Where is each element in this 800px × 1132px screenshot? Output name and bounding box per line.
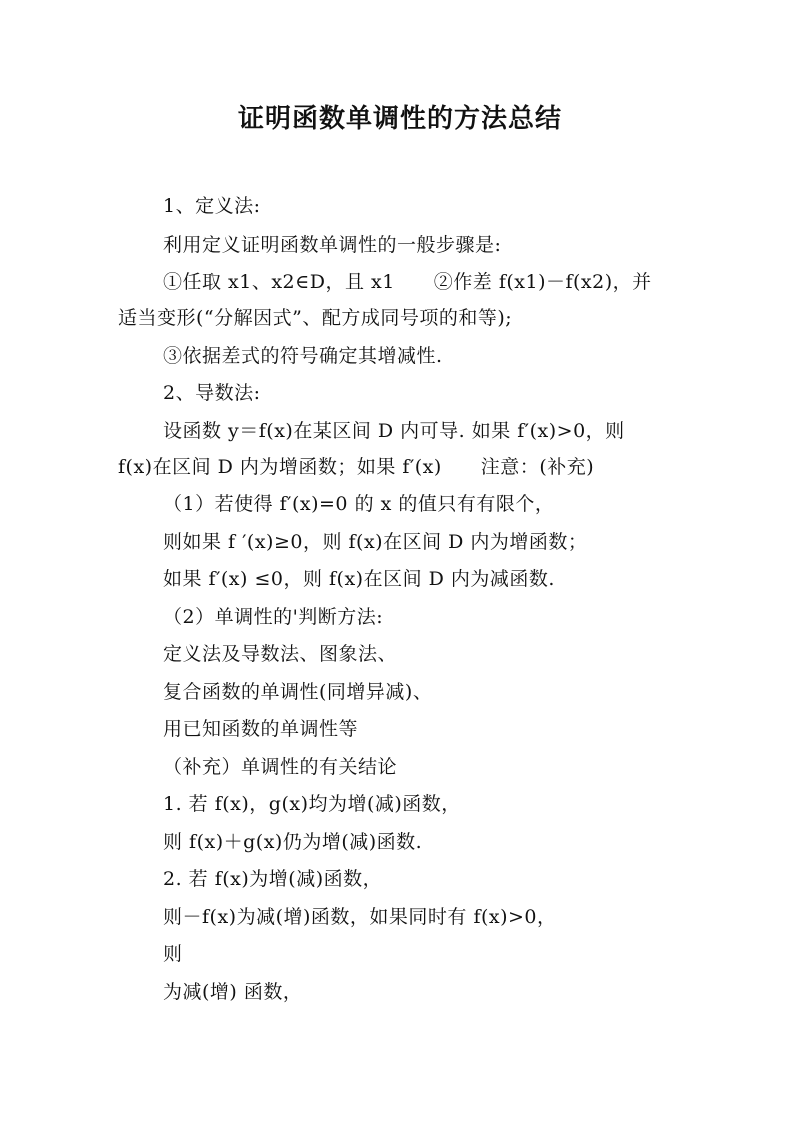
section-definition-heading: 1、定义法: xyxy=(163,195,261,217)
paragraph-line: （2）单调性的'判断方法: xyxy=(163,606,384,628)
paragraph-line: （补充）单调性的有关结论 xyxy=(163,756,398,778)
section-derivative-heading: 2、导数法: xyxy=(163,382,261,404)
paragraph-line: 则如果 f ′(x)≥0，则 f(x)在区间 D 内为增函数； xyxy=(163,531,588,553)
paragraph-line: 则 f(x)＋g(x)仍为增(减)函数. xyxy=(163,831,423,853)
document-title: 证明函数单调性的方法总结 xyxy=(237,104,562,134)
paragraph-line: 设函数 y＝f(x)在某区间 D 内可导. 如果 f′(x)>0，则 xyxy=(163,420,625,442)
paragraph-line: 利用定义证明函数单调性的一般步骤是: xyxy=(163,234,502,256)
paragraph-line: 则－f(x)为减(增)函数，如果同时有 f(x)>0， xyxy=(163,906,557,928)
paragraph-line: ①任取 x1、x2∈D，且 x1 ②作差 f(x1)－f(x2)，并 xyxy=(163,271,652,293)
paragraph-line: 则 xyxy=(163,943,183,965)
paragraph-line: 2. 若 f(x)为增(减)函数， xyxy=(163,868,383,890)
paragraph-line: 如果 f′(x) ≤0，则 f(x)在区间 D 内为减函数. xyxy=(163,568,555,590)
paragraph-line: ③依据差式的符号确定其增减性. xyxy=(163,345,443,367)
paragraph-line: 用已知函数的单调性等 xyxy=(163,718,359,740)
paragraph-line: 适当变形(“分解因式”、配方成同号项的和等); xyxy=(118,307,513,329)
paragraph-line: 复合函数的单调性(同增异减)、 xyxy=(163,681,433,703)
paragraph-line: （1）若使得 f′(x)=0 的 x 的值只有有限个， xyxy=(163,493,555,515)
paragraph-line: f(x)在区间 D 内为增函数；如果 f′(x) 注意：(补充) xyxy=(118,456,595,478)
paragraph-line: 1. 若 f(x)，g(x)均为增(减)函数， xyxy=(163,793,461,815)
paragraph-line: 为减(增) 函数， xyxy=(163,981,303,1003)
paragraph-line: 定义法及导数法、图象法、 xyxy=(163,643,398,665)
